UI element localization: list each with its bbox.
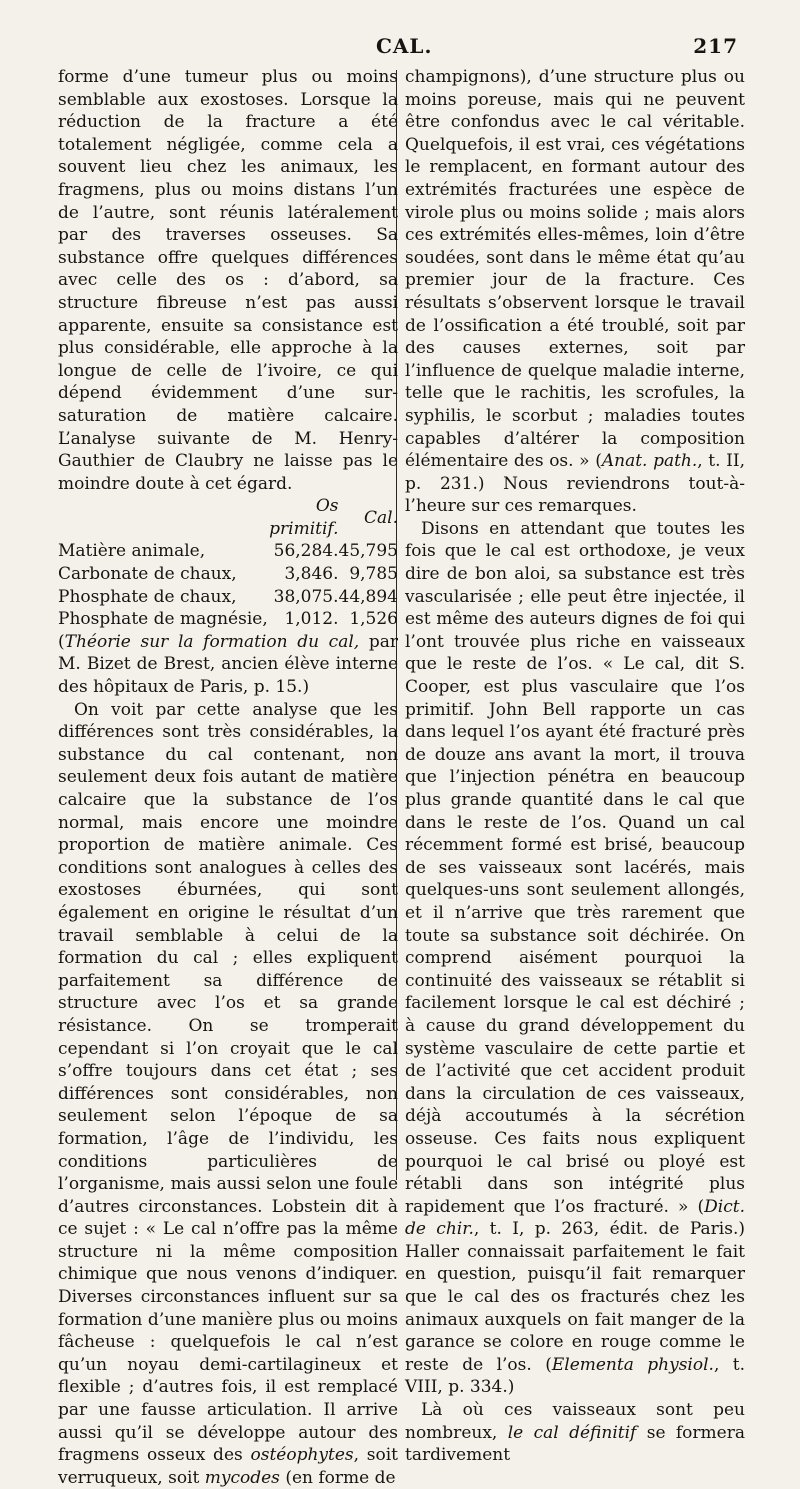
row-label: Matière animale, [58,541,206,562]
paragraph-text: se formera tardivement [405,1422,745,1466]
row-label: Phosphate de magnésie, [58,609,268,630]
cell-cal: 9,785 [349,564,398,585]
citation-title: Dict. de chir. [405,1196,745,1240]
right-column [405,66,745,1467]
table-header-row [58,495,398,540]
paragraph-text: , t. II, p. 231.) Nous reviendrons tout-à-l’heure sur ces remarques. [405,451,746,517]
cell-cal: 1,526 [349,609,398,630]
citation-title: Théorie sur la formation du cal, [64,631,360,652]
cell-os: 38,075. [273,586,339,607]
row-label: Phosphate de chaux, [58,586,237,607]
table-row [58,563,398,586]
citation-title: Elementa physiol. [551,1354,714,1375]
paragraph-text: (en forme de [285,1467,396,1488]
page-title: CAL. [376,34,433,58]
paragraph-text: Là où ces vaisseaux sont peu nombreux, [405,1400,745,1443]
paragraph [58,699,398,1489]
italic-term: ostéophytes [250,1445,354,1466]
column-header-cal: Cal. [364,507,398,528]
table-row [58,540,398,563]
table-row [58,608,398,631]
paragraph-text: , soit verruqueux, soit [58,1445,398,1488]
paragraph [405,66,745,518]
row-label: Carbonate de chaux, [58,564,237,585]
cell-cal: 44,894 [338,586,398,607]
page-number: 217 [693,34,738,58]
italic-term: mycodes [204,1467,280,1488]
cell-os: 1,012. [284,609,339,630]
left-column [58,66,398,1489]
table-row [58,586,398,609]
cell-os: 3,846. [284,564,339,585]
paragraph-text: champignons), d’une structure plus ou moins poreuse, mais qui ne peuvent être confondus avec le cal véritable. Quelquefois, il est vrai, ces végétations le remplacent, en formant autour des extrémités fracturées une espèce de virole plus ou moins solide ; mais alors ces extrémités elles-mêmes, loin d’être soudées, sont dans le même état qu’au premier jour de la fracture. Ces résultats s’observent lorsque le travail de l’ossification a été troublé, soit par des causes externes, soit par l’influence de quelque maladie interne, telle que le rachitis, les scrofules, la syphilis, le scorbut ; maladies toutes capables d’altérer la composition élémentaire des os. » ( [405,67,745,472]
paragraph [405,1399,745,1467]
cell-cal: 45,795 [338,541,398,562]
paragraph: forme d’une tumeur plus ou moins semblable aux exostoses. Lorsque la réduction de la fracture a été totalement négligée, comme cela a souvent lieu chez les animaux, les fragmens, plus ou moins distans l’un de l’autre, sont réunis latéralement par des traverses osseuses. Sa substance offre quelques différences avec celle des os : d’abord, sa structure fibreuse n’est pas aussi apparente, ensuite sa consistance est plus considérable, elle approche à la longue de celle de l’ivoire, ce qui dépend évidemment d’une sur-saturation de matière calcaire. L’analyse suivante de M. Henry-Gauthier de Claubry ne laisse pas le moindre doute à cet égard. [58,67,398,494]
paragraph-text: Disons en attendant que toutes les fois que le cal est orthodoxe, je veux dire de bon aloi, sa substance est très vascularisée ; elle peut être injectée, il est même des auteurs dignes de foi qui l’ont trouvée plus riche en vaisseaux que le reste de l’os. « Le cal, dit S. Cooper, est plus vasculaire que l’os primitif. John Bell rapporte un cas dans lequel l’os ayant été fracturé près de douze ans avant la mort, il trouva que l’injection pénétra en beaucoup plus grande quantité dans le cal que dans le reste de l’os. Quand un cal récemment formé est brisé, beaucoup de ses vaisseaux sont lacérés, mais quelques-uns sont seulement allongés, et il n’arrive que très rarement que toute sa substance soit déchirée. On comprend aisément pourquoi la continuité des vaisseaux se rétablit si facilement lorsque le cal est déchiré ; à cause du grand développement du système vasculaire de cette partie et de l’activité que cet accident produit dans la circulation de ces vaisseaux, déjà accoutumés à la sécrétion osseuse. Ces faits nous expliquent pourquoi le cal brisé ou ployé est rétabli dans son intégrité plus rapidement que l’os fracturé. » ( [405,518,745,1217]
paragraph-text: , t. I, p. 263, édit. de Paris.) Haller connaissait parfaitement le fait en question, puisqu’il fait remarquer que le cal des os fracturés chez les animaux auxquels on fait manger de la garance se colore en rouge comme le reste de l’os. ( [405,1219,745,1375]
paragraph-text: , t. VIII, p. 334.) [405,1354,745,1398]
column-header-os: Os primitif. [269,496,339,539]
analysis-table [58,495,398,631]
running-head [0,34,800,64]
citation-text: par M. Bizet de Brest, ancien élève interne des hôpitaux de Paris, p. 15.) [58,631,398,698]
italic-term: le cal définitif [507,1422,637,1443]
citation-title: Anat. path. [601,451,698,472]
citation: (Théorie sur la formation du cal, par M. Bizet de Brest, ancien élève interne des hôpitaux de Paris, p. 15.) [58,631,398,698]
paragraph-text: On voit par cette analyse que les différences sont très considérables, la substance du cal contenant, non seulement deux fois autant de matière calcaire que la substance de l’os normal, mais encore une moindre proportion de matière animale. Ces conditions sont analogues à celles des exostoses éburnées, qui sont également en origine le résultat d’un travail semblable à celui de la formation du cal ; elles expliquent parfaitement sa différence de structure avec l’os et sa grande résistance. On se tromperait cependant si l’on croyait que le cal s’offre toujours dans cet état ; ses différences sont considérables, non seulement selon l’époque de sa formation, l’âge de l’individu, les conditions particulières de l’organisme, mais aussi selon une foule d’autres circonstances. Lobstein dit à ce sujet : « Le cal n’offre pas la même structure ni la même composition chimique que nous venons d’indiquer. Diverses circonstances influent sur sa formation d’une manière plus ou moins fâcheuse : quelquefois le cal n’est qu’un noyau demi-cartilagineux et flexible ; d’autres fois, il est remplacé par une fausse articulation. Il arrive aussi qu’il se développe autour des fragmens osseux des [58,699,398,1466]
cell-os: 56,284. [273,541,339,562]
